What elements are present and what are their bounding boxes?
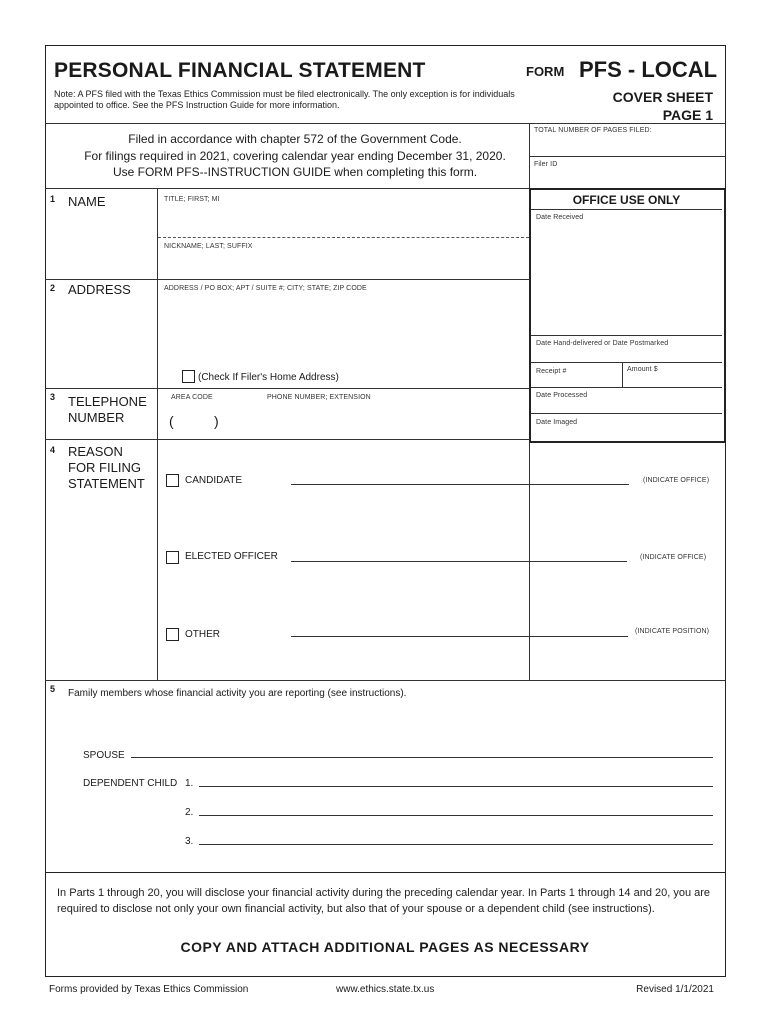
filed-statement-line2: For filings required in 2021, covering calendar year ending December 31, 2020. [84,149,506,163]
candidate-checkbox[interactable] [166,474,179,487]
section-top-divider [45,188,530,189]
section3-number: 3 [50,392,56,402]
phone-number-label: PHONE NUMBER; EXTENSION [267,394,371,401]
header-divider [45,123,725,124]
section4-label-line1: REASON [68,444,123,459]
filer-id-label: Filer ID [534,161,558,168]
spouse-label: SPOUSE [83,750,125,761]
office-divider-1 [531,335,722,336]
area-code-close-paren: ) [214,413,219,429]
section2-divider [45,388,530,389]
section4-label-line2: FOR FILING [68,460,141,475]
title-first-mi-label: TITLE; FIRST; MI [164,196,220,203]
copy-attach-notice: COPY AND ATTACH ADDITIONAL PAGES AS NECESSARY [180,939,590,955]
receipt-label: Receipt # [536,368,567,375]
candidate-hint: (INDICATE OFFICE) [643,477,710,484]
elected-officer-label: ELECTED OFFICER [185,551,278,562]
total-pages-field[interactable] [530,136,724,156]
filer-id-field[interactable] [530,170,724,188]
candidate-label: CANDIDATE [185,475,243,486]
form-code: PFS - LOCAL [579,57,718,82]
address-field[interactable] [160,294,526,364]
section1-number: 1 [50,194,56,204]
office-title-divider [531,209,722,210]
section3-label-line1: TELEPHONE [68,394,147,409]
child-1-number: 1. [185,778,194,789]
form-title: PERSONAL FINANCIAL STATEMENT [54,59,426,82]
other-checkbox[interactable] [166,628,179,641]
receipt-amount-divider [622,362,623,387]
page-label: PAGE 1 [662,107,713,123]
form-prefix: FORM [526,64,565,79]
section1-divider [45,279,530,280]
child-2-number: 2. [185,807,194,818]
info-paragraph: In Parts 1 through 20, you will disclose your financial activity during the preceding calendar year. In Parts 1 through 14 and 20, you are required to disclose not only your own financial activity, but also that of your spouse or a dependent child (see instructions). [57,887,711,915]
total-pages-label: TOTAL NUMBER OF PAGES FILED: [534,127,652,134]
date-imaged-label: Date Imaged [536,419,578,426]
office-divider-4 [531,413,722,414]
elected-officer-hint: (INDICATE OFFICE) [640,554,707,561]
date-received-label: Date Received [536,214,584,221]
office-use-title: OFFICE USE ONLY [572,193,681,207]
footer-right: Revised 1/1/2021 [636,984,714,995]
phone-number-field[interactable] [266,410,524,432]
date-hand-delivered-label: Date Hand-delivered or Date Postmarked [536,340,669,347]
dependent-child-label: DEPENDENT CHILD [83,778,178,789]
name-dashed-divider [158,237,529,238]
total-pages-divider [529,156,725,157]
nickname-last-suffix-field[interactable] [160,252,526,278]
footer-center-url[interactable]: www.ethics.state.tx.us [336,984,435,995]
section5-number: 5 [50,684,56,694]
cover-sheet-label: COVER SHEET [612,89,713,105]
other-hint: (INDICATE POSITION) [635,628,710,635]
footer-left: Forms provided by Texas Ethics Commission [49,984,249,995]
elected-officer-checkbox[interactable] [166,551,179,564]
child-3-line[interactable] [199,844,713,845]
section3-label-line2: NUMBER [68,410,125,425]
child-2-line[interactable] [199,815,713,816]
elected-officer-office-line[interactable] [291,561,627,562]
title-first-mi-field[interactable] [160,205,526,235]
office-divider-3 [531,387,722,388]
office-divider-2 [531,362,722,363]
child-3-number: 3. [185,836,194,847]
section1-label: NAME [68,194,106,209]
candidate-office-line[interactable] [291,484,629,485]
section2-label: ADDRESS [68,282,131,297]
amount-label: Amount $ [627,366,658,373]
spouse-line[interactable] [131,757,713,758]
date-processed-label: Date Processed [536,392,588,399]
office-use-box [529,188,726,443]
other-label: OTHER [185,629,220,640]
filed-statement-line1: Filed in accordance with chapter 572 of the Government Code. [128,132,462,146]
area-code-field[interactable] [178,412,212,430]
nickname-last-suffix-label: NICKNAME; LAST; SUFFIX [164,243,253,250]
area-code-open-paren: ( [169,413,174,429]
filed-statement-line3: Use FORM PFS--INSTRUCTION GUIDE when completing this form. [112,165,478,179]
home-address-check-label: (Check If Filer's Home Address) [198,372,339,383]
label-column-divider [157,188,158,680]
section4-label-line3: STATEMENT [68,476,145,491]
header-note: Note: A PFS filed with the Texas Ethics Commission must be filed electronically. The only exception is for individuals appointed to office. See the PFS Instruction Guide for more information. [54,89,515,110]
section4-divider [45,680,725,681]
address-label: ADDRESS / PO BOX; APT / SUITE #; CITY; STATE; ZIP CODE [164,285,367,292]
section3-divider [45,439,530,440]
child-1-line[interactable] [199,786,713,787]
section2-number: 2 [50,283,56,293]
other-position-line[interactable] [291,636,628,637]
home-address-checkbox[interactable] [182,370,195,383]
section5-intro: Family members whose financial activity you are reporting (see instructions). [68,688,407,699]
area-code-label: AREA CODE [171,394,213,401]
section4-number: 4 [50,445,56,455]
